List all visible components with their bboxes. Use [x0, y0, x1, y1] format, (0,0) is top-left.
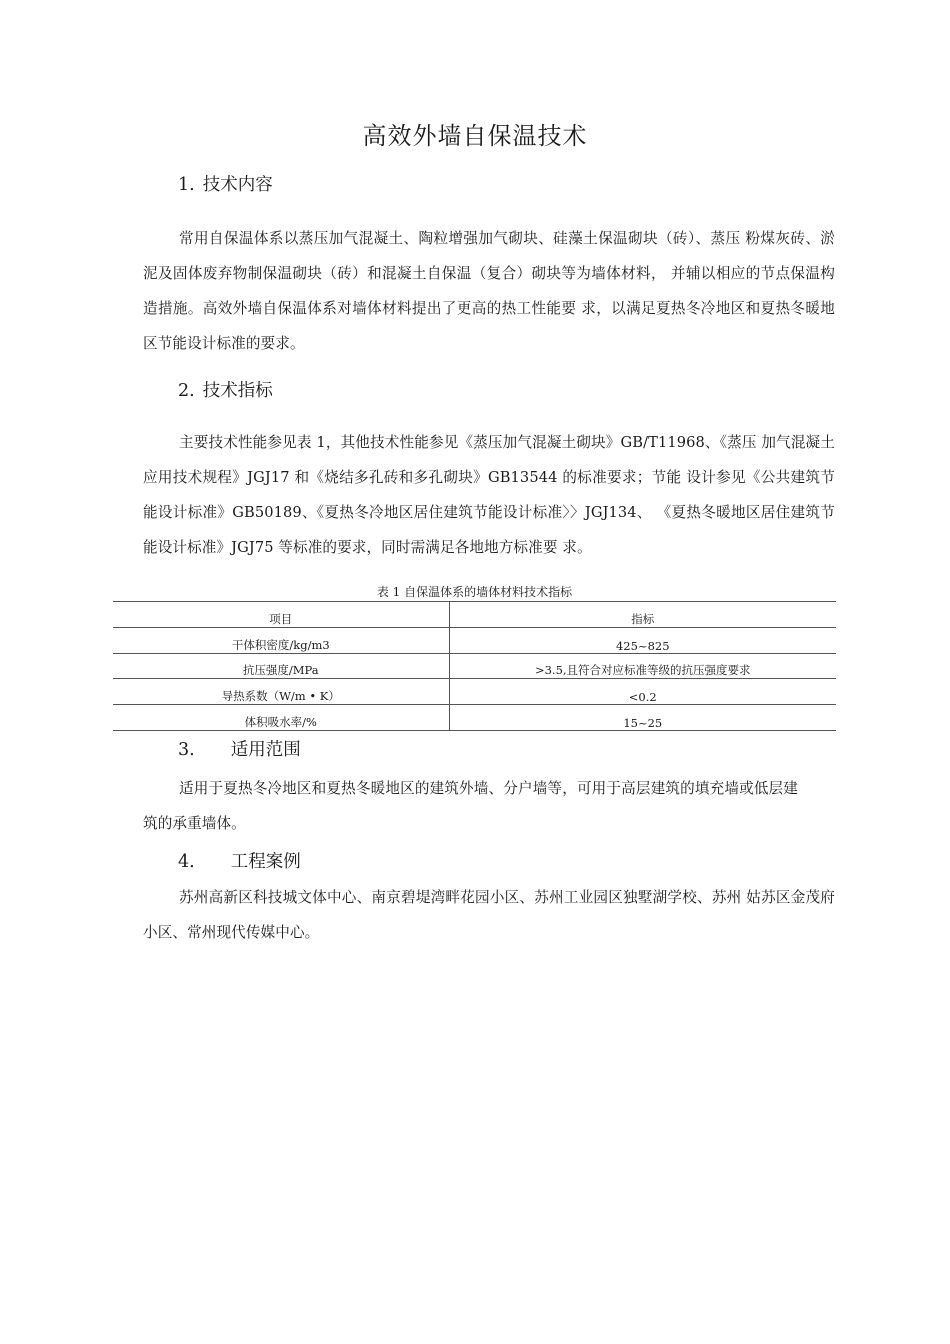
section-paragraph-3: 适用于夏热冬冷地区和夏热冬暖地区的建筑外墙、分户墙等，可用于高层建筑的填充墙或低层建筑的承重墙体。 [143, 780, 798, 832]
table-cell: <0.2 [449, 679, 836, 705]
section-paragraph-2: 主要技术性能参见表 1，其他技术性能参见《蒸压加气混凝土砌块》GB/T11968、《蒸压 加气混凝土应用技术规程》JGJ17 和《烧结多孔砖和多孔砌块》GB13544 的标准要求；节能 设计参见《公共建筑节能设计标准》GB50189、《夏热冬冷地区居住建筑节能设计标准〉〉JGJ134、 《夏热冬暖地区居住建筑节能设计标准》JGJ75 等标准的要求，同时需满足各地地方标准要 求。 [143, 434, 835, 556]
table-cell: 导热系数（W/m • K） [113, 679, 449, 705]
section-heading-3 [178, 737, 301, 763]
section-heading-1 [178, 172, 273, 198]
table-row [113, 653, 836, 679]
table-cell: 干体积密度/kg/m3 [113, 627, 449, 653]
section-title: 技术内容 [202, 175, 273, 195]
table-row [113, 679, 836, 705]
section-heading-2 [178, 378, 273, 404]
table-cell: 15~25 [449, 705, 836, 731]
table-caption: 表 1 自保温体系的墙体材料技术指标 [376, 585, 573, 599]
section-heading-4 [178, 849, 301, 875]
table-row [113, 705, 836, 731]
table-header-cell: 指标 [449, 602, 836, 628]
table-row [113, 627, 836, 653]
section-number: 4. [178, 852, 195, 872]
table-cell: 425~825 [449, 627, 836, 653]
table-header-row [113, 602, 836, 628]
table-cell: >3.5,且符合对应标准等级的抗压强度要求 [449, 653, 836, 679]
table-header-cell: 项目 [113, 602, 449, 628]
section-paragraph-4: 苏州高新区科技城文体中心、南京碧堤湾畔花园小区、苏州工业园区独墅湖学校、苏州 姑苏区金茂府小区、常州现代传媒中心。 [143, 889, 835, 941]
section-paragraph-1: 常用自保温体系以蒸压加气混凝土、陶粒增强加气砌块、硅藻土保温砌块（砖）、蒸压 粉煤灰砖、淤泥及固体废弃物制保温砌块（砖）和混凝土自保温（复合）砌块等为墙体材料， 并辅以相应的节点保温构造措施。高效外墙自保温体系对墙体材料提出了更高的热工性能要 求，以满足夏热冬冷地区和夏热冬暖地区节能设计标准的要求。 [143, 230, 835, 352]
document-title: 高效外墙自保温技术 [362, 122, 588, 150]
spec-table [113, 601, 836, 731]
section-number: 3. [178, 740, 195, 760]
table-cell: 体积吸水率/% [113, 705, 449, 731]
section-title: 工程案例 [230, 852, 301, 872]
section-number: 1. [178, 175, 195, 195]
section-title: 适用范围 [230, 740, 301, 760]
table-cell: 抗压强度/MPa [113, 653, 449, 679]
section-title: 技术指标 [202, 381, 273, 401]
section-number: 2. [178, 381, 195, 401]
